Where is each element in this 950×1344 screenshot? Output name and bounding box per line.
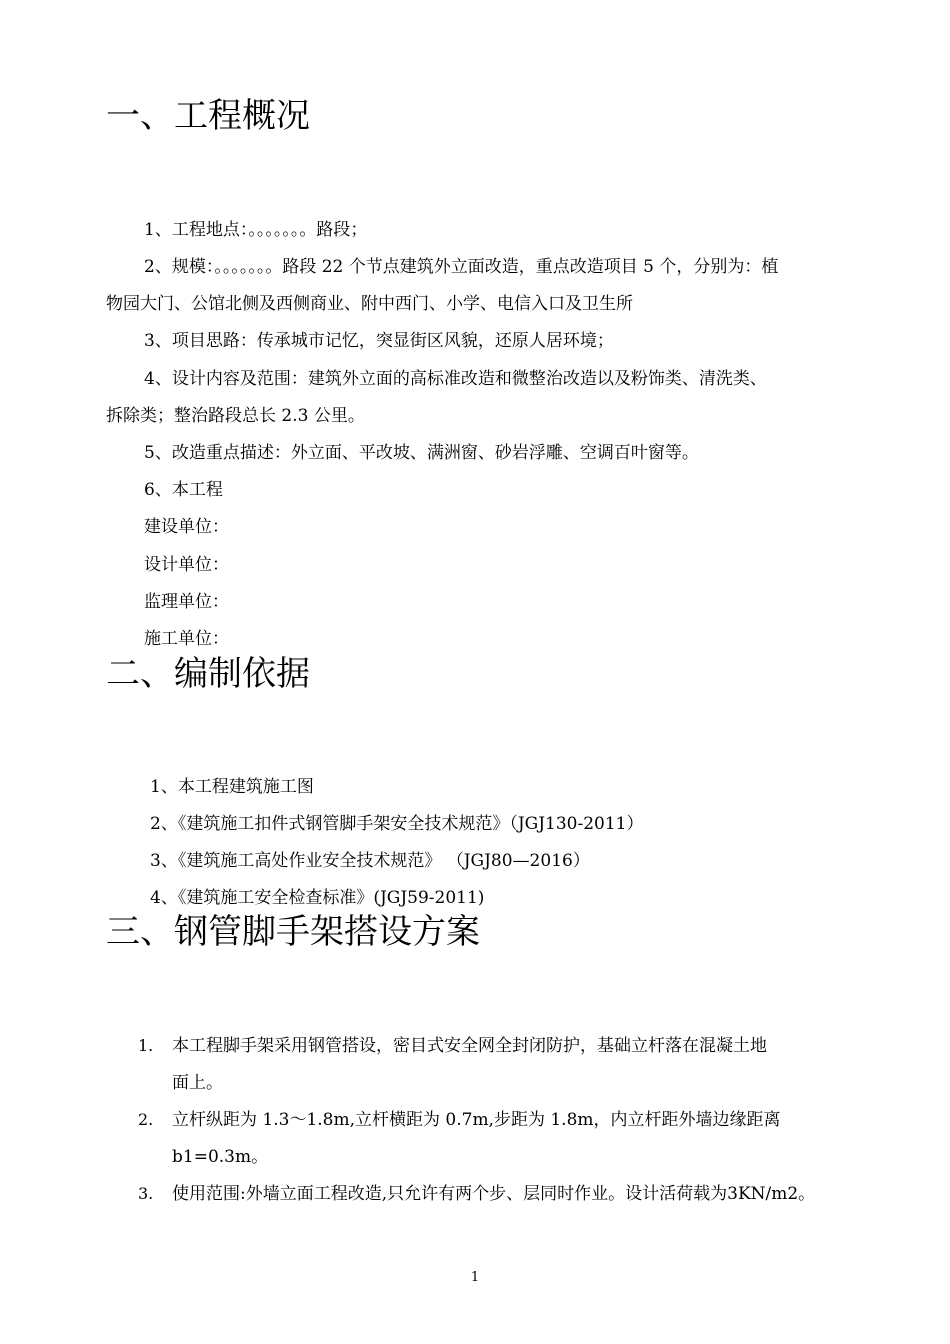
section-3-heading: 三、钢管脚手架搭设方案	[106, 912, 480, 952]
project-scale-line: 2、规模：。。。。。。。路段 22 个节点建筑外立面改造，重点改造项目 5 个，分别为：植	[144, 257, 779, 277]
reference-item: 4、《建筑施工安全检查标准》(JGJ59-2011)	[150, 888, 485, 908]
reference-item: 3、《建筑施工高处作业安全技术规范》 （JGJ80—2016）	[150, 851, 590, 871]
design-unit-line: 设计单位：	[144, 555, 229, 575]
section-2-heading: 二、编制依据	[106, 654, 310, 694]
project-scale-line-cont: 物园大门、公馆北侧及西侧商业、附中西门、小学、电信入口及卫生所	[106, 294, 633, 314]
section-1-heading: 一、工程概况	[106, 96, 310, 136]
construction-owner-line: 建设单位：	[144, 517, 229, 537]
project-location-line: 1、工程地点：。。。。。。。路段；	[144, 220, 368, 240]
renovation-focus-line: 5、改造重点描述：外立面、平改坡、满洲窗、砂岩浮雕、空调百叶窗等。	[144, 443, 699, 463]
reference-item: 2、《建筑施工扣件式钢管脚手架安全技术规范》（JGJ130-2011）	[150, 814, 644, 834]
reference-item: 1、本工程建筑施工图	[150, 777, 314, 797]
this-project-line: 6、本工程	[144, 480, 223, 500]
list-item-text-cont: 面上。	[172, 1073, 223, 1093]
design-scope-line: 4、设计内容及范围：建筑外立面的高标准改造和微整治改造以及粉饰类、清洗类、	[144, 369, 767, 389]
supervision-unit-line: 监理单位：	[144, 592, 229, 612]
design-scope-line-cont: 拆除类；整治路段总长 2.3 公里。	[106, 406, 365, 426]
contractor-unit-line: 施工单位：	[144, 629, 229, 649]
list-item-text: 立杆纵距为 1.3～1.8m,立杆横距为 0.7m,步距为 1.8m，内立杆距外墙边缘距离	[172, 1110, 781, 1130]
list-item-number: 2.	[138, 1110, 154, 1129]
list-item-text: 本工程脚手架采用钢管搭设，密目式安全网全封闭防护，基础立杆落在混凝土地	[172, 1036, 767, 1056]
list-item-number: 1.	[138, 1036, 154, 1055]
page-number: 1	[470, 1270, 480, 1285]
list-item-number: 3.	[138, 1184, 154, 1203]
list-item-text-cont: b1=0.3m。	[172, 1147, 269, 1167]
list-item-text: 使用范围:外墙立面工程改造,只允许有两个步、层同时作业。设计活荷载为3KN/m2。	[172, 1184, 816, 1204]
project-idea-line: 3、项目思路：传承城市记忆，突显街区风貌，还原人居环境；	[144, 331, 614, 351]
